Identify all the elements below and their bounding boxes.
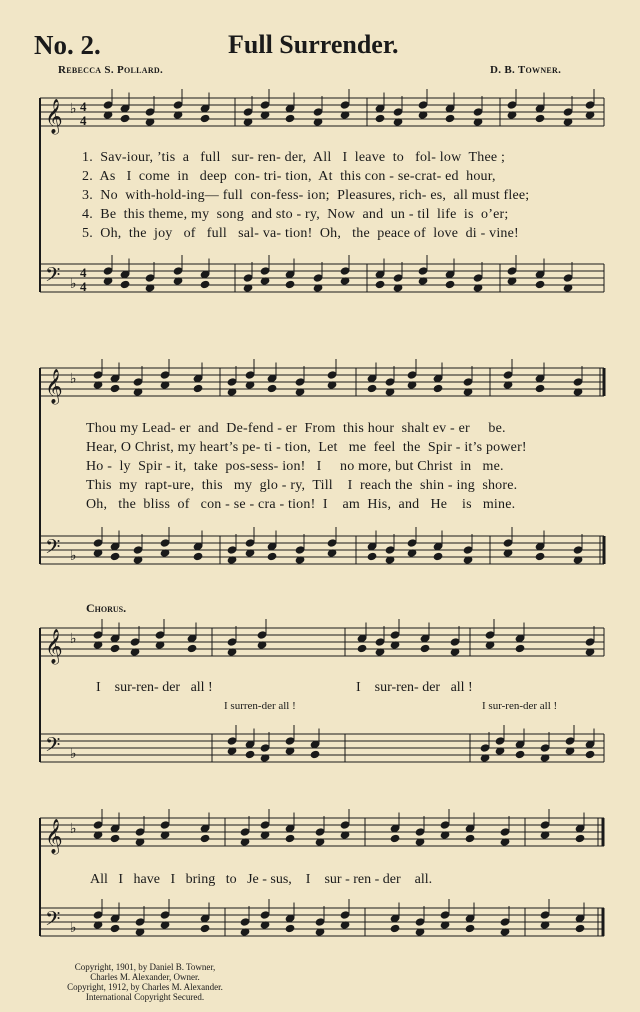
verse-line-2: 2. As I come in deep con- tri- tion, At this con - se-crat- ed hour, xyxy=(82,169,496,184)
note-head xyxy=(535,104,545,112)
note-head xyxy=(160,911,170,919)
svg-text:♭: ♭ xyxy=(70,821,77,837)
note-head xyxy=(245,740,255,748)
note-head xyxy=(473,274,483,282)
svg-text:♭: ♭ xyxy=(70,548,77,564)
note-head xyxy=(418,101,428,109)
note-head xyxy=(573,378,583,386)
note-head xyxy=(390,824,400,832)
note-head xyxy=(267,542,277,550)
note-head xyxy=(515,740,525,748)
copyright-line-4: International Copyright Secured. xyxy=(85,992,205,1002)
note-head xyxy=(110,542,120,550)
clef-signs xyxy=(45,99,87,936)
note-head xyxy=(200,914,210,922)
bar-lines xyxy=(212,98,604,936)
note-head xyxy=(295,378,305,386)
hymn-title: Full Surrender. xyxy=(228,30,399,59)
note-head xyxy=(110,384,120,392)
note-head xyxy=(260,744,270,752)
note-head xyxy=(267,374,277,382)
note-head xyxy=(93,821,103,829)
note-head xyxy=(418,267,428,275)
note-head xyxy=(110,552,120,560)
note-head xyxy=(120,114,130,122)
hymn-number: No. 2. xyxy=(34,30,101,60)
svg-text:4: 4 xyxy=(80,113,87,128)
note-head xyxy=(110,914,120,922)
verse-line-3: 3. No with-hold-ing— full con-fess- ion; Pleasures, rich- es, all must flee; xyxy=(82,188,530,203)
note-head xyxy=(173,101,183,109)
note-head xyxy=(367,384,377,392)
note-head xyxy=(133,546,143,554)
note-head xyxy=(310,750,320,758)
composer-credit: D. B. Towner. xyxy=(490,64,562,76)
note-head xyxy=(465,834,475,842)
note-head xyxy=(103,101,113,109)
note-head xyxy=(313,108,323,116)
note-head xyxy=(375,280,385,288)
note-head xyxy=(257,631,267,639)
chorus-line-2: All I have I bring to Je - sus, I sur - ren - der all. xyxy=(90,872,433,887)
note-head xyxy=(415,918,425,926)
note-head xyxy=(573,546,583,554)
note-head xyxy=(500,918,510,926)
note-head xyxy=(585,750,595,758)
note-head xyxy=(563,274,573,282)
note-head xyxy=(133,378,143,386)
note-head xyxy=(585,638,595,646)
svg-text:𝄢: 𝄢 xyxy=(45,535,61,563)
note-head xyxy=(433,384,443,392)
note-head xyxy=(420,644,430,652)
note-head xyxy=(313,274,323,282)
copyright-notice xyxy=(40,962,250,1002)
note-head xyxy=(367,542,377,550)
note-head xyxy=(515,750,525,758)
note-head xyxy=(160,371,170,379)
note-head xyxy=(110,824,120,832)
svg-text:𝄞: 𝄞 xyxy=(45,369,63,404)
note-head xyxy=(535,552,545,560)
note-head xyxy=(260,821,270,829)
verse-line-4b: This my rapt-ure, this my glo - ry, Till I reach the shin - ing shore. xyxy=(86,478,518,493)
note-head xyxy=(110,834,120,842)
copyright-line-2: Charles M. Alexander, Owner. xyxy=(90,972,200,982)
note-head xyxy=(315,918,325,926)
note-head xyxy=(575,924,585,932)
note-head xyxy=(495,737,505,745)
note-head xyxy=(507,267,517,275)
author-credit: Rebecca S. Pollard. xyxy=(58,64,164,76)
note-head xyxy=(155,631,165,639)
svg-text:𝄞: 𝄞 xyxy=(45,99,63,134)
note-head xyxy=(93,911,103,919)
svg-text:4: 4 xyxy=(80,279,87,294)
svg-text:♭: ♭ xyxy=(70,101,77,117)
note-head xyxy=(367,374,377,382)
note-head xyxy=(407,371,417,379)
note-head xyxy=(473,108,483,116)
note-head xyxy=(93,371,103,379)
note-head xyxy=(285,824,295,832)
note-head xyxy=(390,834,400,842)
note-head xyxy=(260,101,270,109)
note-head xyxy=(310,740,320,748)
note-head xyxy=(285,737,295,745)
verse-line-2b: Hear, O Christ, my heart’s pe- ti - tion, Let me feel the Spir - it’s power! xyxy=(86,440,527,455)
note-head xyxy=(440,821,450,829)
chorus-echo-a: I surren-der all ! xyxy=(224,700,296,712)
note-head xyxy=(390,631,400,639)
note-head xyxy=(385,378,395,386)
note-head xyxy=(507,101,517,109)
note-head xyxy=(200,924,210,932)
svg-text:𝄞: 𝄞 xyxy=(45,819,63,854)
note-head xyxy=(535,374,545,382)
note-head xyxy=(575,824,585,832)
note-head xyxy=(227,737,237,745)
note-head xyxy=(485,631,495,639)
note-head xyxy=(585,740,595,748)
note-head xyxy=(240,918,250,926)
note-head xyxy=(375,638,385,646)
svg-text:♭: ♭ xyxy=(70,746,77,762)
note-head xyxy=(260,911,270,919)
copyright-line-3: Copyright, 1912, by Charles M. Alexander. xyxy=(67,982,223,992)
note-head xyxy=(285,270,295,278)
note-head xyxy=(145,274,155,282)
chorus-label: Chorus. xyxy=(86,601,127,615)
note-head xyxy=(450,638,460,646)
note-head xyxy=(227,546,237,554)
note-head xyxy=(465,914,475,922)
note-head xyxy=(120,280,130,288)
note-head xyxy=(285,914,295,922)
svg-text:♭: ♭ xyxy=(70,371,77,387)
svg-text:♭: ♭ xyxy=(70,920,77,936)
note-head xyxy=(227,638,237,646)
note-head xyxy=(357,644,367,652)
note-head xyxy=(327,371,337,379)
note-head xyxy=(463,378,473,386)
note-head xyxy=(267,384,277,392)
note-head xyxy=(160,821,170,829)
note-head xyxy=(407,539,417,547)
note-head xyxy=(285,834,295,842)
note-head xyxy=(540,911,550,919)
note-head xyxy=(433,552,443,560)
note-head xyxy=(135,918,145,926)
note-head xyxy=(110,924,120,932)
note-head xyxy=(433,542,443,550)
note-head xyxy=(260,267,270,275)
note-head xyxy=(135,828,145,836)
note-head xyxy=(535,384,545,392)
note-head xyxy=(385,546,395,554)
svg-text:𝄢: 𝄢 xyxy=(45,733,61,761)
svg-text:𝄢: 𝄢 xyxy=(45,907,61,935)
note-head xyxy=(200,114,210,122)
note-head xyxy=(340,267,350,275)
note-head xyxy=(375,114,385,122)
note-head xyxy=(445,104,455,112)
chorus-line-1b: I sur-ren- der all ! xyxy=(356,680,473,695)
chorus-line-1a: I sur-ren- der all ! xyxy=(96,680,213,695)
note-head xyxy=(393,108,403,116)
note-head xyxy=(187,634,197,642)
note-head xyxy=(285,280,295,288)
note-head xyxy=(500,828,510,836)
note-head xyxy=(285,114,295,122)
note-head xyxy=(315,828,325,836)
note-head xyxy=(357,634,367,642)
note-head xyxy=(327,539,337,547)
verse-line-1b: Thou my Lead- er and De-fend - er From this hour shalt ev - er be. xyxy=(86,421,506,436)
note-head xyxy=(515,644,525,652)
note-head xyxy=(245,539,255,547)
note-head xyxy=(200,280,210,288)
note-head xyxy=(445,270,455,278)
note-head xyxy=(187,644,197,652)
note-head xyxy=(120,104,130,112)
note-head xyxy=(463,546,473,554)
note-head xyxy=(93,539,103,547)
note-head xyxy=(445,114,455,122)
note-head xyxy=(160,539,170,547)
note-head xyxy=(585,101,595,109)
verse-line-1: 1. Sav-iour, ’tis a full sur- ren- der, All I leave to fol- low Thee ; xyxy=(82,150,506,165)
note-head xyxy=(243,274,253,282)
note-head xyxy=(245,371,255,379)
verse-line-3b: Ho - ly Spir - it, take pos-sess- ion! I no more, but Christ in me. xyxy=(86,459,504,474)
note-head xyxy=(515,634,525,642)
svg-text:4: 4 xyxy=(80,99,87,114)
note-head xyxy=(535,114,545,122)
note-head xyxy=(480,744,490,752)
note-head xyxy=(130,638,140,646)
note-head xyxy=(245,750,255,758)
note-head xyxy=(393,274,403,282)
note-head xyxy=(340,821,350,829)
note-head xyxy=(535,542,545,550)
verse-line-4: 4. Be this theme, my song and sto - ry, Now and un - til life is o’er; xyxy=(82,207,509,222)
staff-lines xyxy=(40,98,604,936)
note-head xyxy=(465,924,475,932)
note-head xyxy=(440,911,450,919)
note-head xyxy=(390,914,400,922)
note-head xyxy=(375,104,385,112)
note-head xyxy=(540,821,550,829)
note-head xyxy=(193,552,203,560)
note-head xyxy=(340,911,350,919)
note-head xyxy=(503,539,513,547)
copyright-line-1: Copyright, 1901, by Daniel B. Towner, xyxy=(74,962,216,972)
note-head xyxy=(535,280,545,288)
svg-text:𝄢: 𝄢 xyxy=(45,263,61,291)
note-head xyxy=(103,267,113,275)
verse-line-5: 5. Oh, the joy of full sal- va- tion! Oh, the peace of love di - vine! xyxy=(82,226,519,241)
note-head xyxy=(390,924,400,932)
note-head xyxy=(110,644,120,652)
note-head xyxy=(285,924,295,932)
note-head xyxy=(285,104,295,112)
note-head xyxy=(535,270,545,278)
note-head xyxy=(110,634,120,642)
note-head xyxy=(565,737,575,745)
final-barlines xyxy=(598,368,604,936)
note-head xyxy=(415,828,425,836)
note-head xyxy=(563,108,573,116)
chorus-echo-b: I sur-ren-der all ! xyxy=(482,700,558,712)
note-head xyxy=(465,824,475,832)
note-head xyxy=(375,270,385,278)
note-head xyxy=(193,384,203,392)
note-head xyxy=(200,270,210,278)
note-head xyxy=(340,101,350,109)
note-head xyxy=(503,371,513,379)
svg-text:♭: ♭ xyxy=(70,631,77,647)
note-head xyxy=(295,546,305,554)
note-head xyxy=(240,828,250,836)
note-head xyxy=(145,108,155,116)
note-head xyxy=(367,552,377,560)
svg-text:𝄞: 𝄞 xyxy=(45,629,63,664)
note-head xyxy=(267,552,277,560)
svg-text:♭: ♭ xyxy=(70,276,77,292)
note-head xyxy=(433,374,443,382)
svg-text:4: 4 xyxy=(80,265,87,280)
note-head xyxy=(200,834,210,842)
note-head xyxy=(93,631,103,639)
note-head xyxy=(420,634,430,642)
note-head xyxy=(110,374,120,382)
verse-line-5b: Oh, the bliss of con - se - cra - tion! I am His, and He is mine. xyxy=(86,497,516,512)
note-head xyxy=(227,378,237,386)
note-head xyxy=(445,280,455,288)
note-head xyxy=(120,270,130,278)
note-head xyxy=(173,267,183,275)
note-head xyxy=(243,108,253,116)
note-head xyxy=(200,824,210,832)
note-head xyxy=(575,914,585,922)
note-head xyxy=(575,834,585,842)
note-head xyxy=(200,104,210,112)
note-head xyxy=(193,542,203,550)
note-head xyxy=(193,374,203,382)
note-head xyxy=(540,744,550,752)
